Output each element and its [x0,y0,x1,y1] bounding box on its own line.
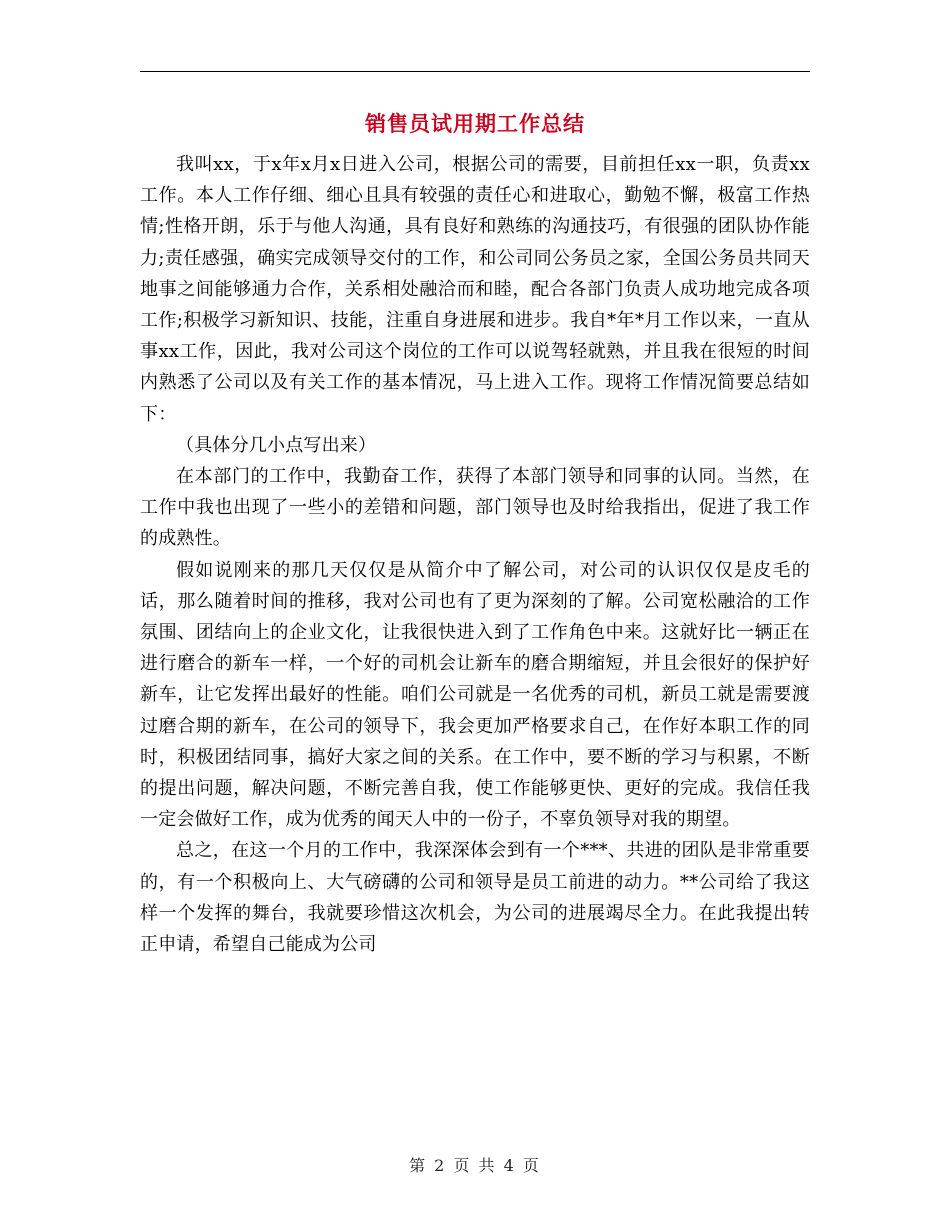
document-title: 销售员试用期工作总结 [365,112,585,136]
paragraph-company: 假如说刚来的那几天仅仅是从简介中了解公司，对公司的认识仅仅是皮毛的话，那么随着时间的推移，我对公司也有了更为深刻的了解。公司宽松融洽的工作氛围、团结向上的企业文化，让我很快进入到了工作角色中来。这就好比一辆正在进行磨合的新车一样，一个好的司机会让新车的磨合期缩短，并且会很好的保护好新车，让它发挥出最好的性能。咱们公司就是一名优秀的司机，新员工就是需要渡过磨合期的新车，在公司的领导下，我会更加严格要求自己，在作好本职工作的同时，积极团结同事，搞好大家之间的关系。在工作中，要不断的学习与积累，不断的提出问题，解决问题，不断完善自我，使工作能够更快、更好的完成。我信任我一定会做好工作，成为优秀的闻天人中的一份子，不辜负领导对我的期望。 [140,559,810,831]
paragraph-intro: 我叫xx，于x年x月x日进入公司，根据公司的需要，目前担任xx一职，负责xx工作。本人工作仔细、细心且具有较强的责任心和进取心，勤勉不懈，极富工作热情;性格开朗，乐于与他人沟通，具有良好和熟练的沟通技巧，有很强的团队协作能力;责任感强，确实完成领导交付的工作，和公司同公务员之家，全国公务员共同天地事之间能够通力合作，关系相处融洽而和睦，配合各部门负责人成功地完成各项工作;积极学习新知识、技能，注重自身进展和进步。我自*年*月工作以来，一直从事xx工作，因此，我对公司这个岗位的工作可以说驾轻就熟，并且我在很短的时间内熟悉了公司以及有关工作的基本情况，马上进入工作。现将工作情况简要总结如下： [140,154,810,425]
paragraph-summary: 总之，在这一个月的工作中，我深深体会到有一个***、共进的团队是非常重要的，有一个积极向上、大气磅礴的公司和领导是员工前进的动力。**公司给了我这样一个发挥的舞台，我就要珍惜这次机会，为公司的进展竭尽全力。在此我提出转正申请，希望自己能成为公司 [140,840,810,956]
header-rule [140,71,810,72]
paragraph-department: 在本部门的工作中，我勤奋工作，获得了本部门领导和同事的认同。当然，在工作中我也出现了一些小的差错和问题，部门领导也及时给我指出，促进了我工作的成熟性。 [140,466,810,550]
document-body [140,149,810,960]
page-number: 第 2 页 共 4 页 [409,1156,541,1175]
paragraph-note: （具体分几小点写出来） [176,434,377,456]
